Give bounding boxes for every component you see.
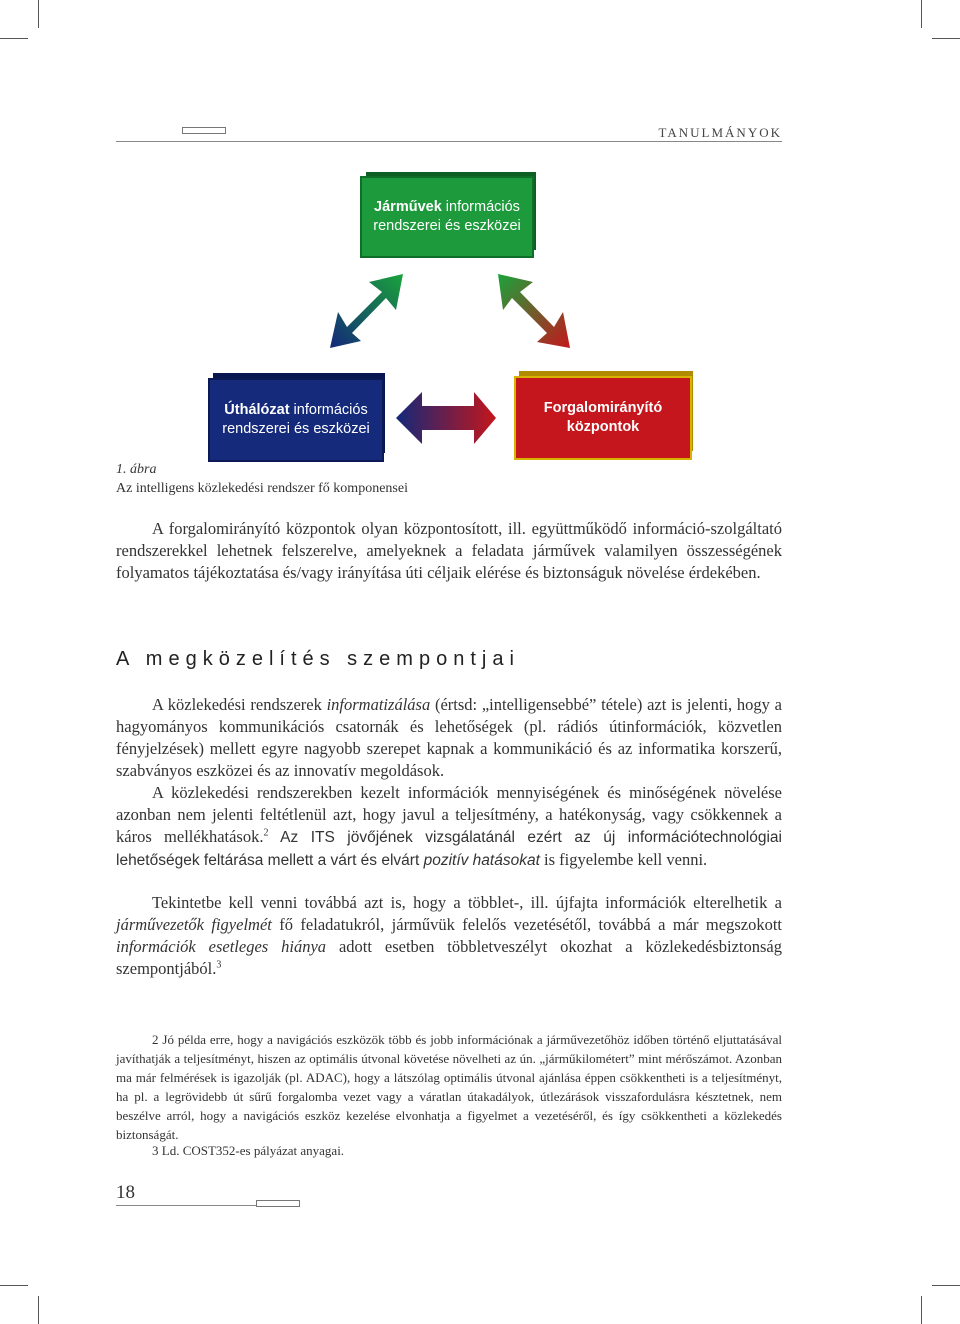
paragraph-4-em2: információk esetleges hiánya bbox=[116, 937, 327, 956]
figure-number: 1. ábra bbox=[116, 462, 157, 477]
section-title: A megközelítés szempontjai bbox=[116, 648, 520, 670]
paragraph-4 bbox=[116, 892, 782, 980]
crop-mark bbox=[932, 1285, 960, 1286]
paragraph-2 bbox=[116, 694, 782, 782]
header-tab bbox=[182, 127, 226, 134]
crop-mark bbox=[0, 1285, 28, 1286]
footer-tab bbox=[256, 1200, 300, 1207]
vehicles-box-bold: Járművek bbox=[374, 199, 442, 215]
paragraph-2-em: informatizálása bbox=[326, 695, 431, 714]
paragraph-3-a: A közlekedési rendszerekben kezelt információk mennyiségének és minőségének növelése azonban nem jelenti feltétlenül azt, hogy javul a teljesítmény, a hatékonyság, vagy csökkennek a káros mellékhatások. bbox=[116, 783, 782, 846]
paragraph-3-em: pozitív hatásokat bbox=[423, 852, 540, 869]
footnote-ref-2: 2 bbox=[263, 827, 269, 839]
footnote-ref-3: 3 bbox=[216, 959, 222, 971]
footnote-2 bbox=[116, 1030, 782, 1144]
paragraph-4-b: fő feladatukról, járművük felelős vezetésétől, továbbá a már megszokott bbox=[271, 915, 782, 934]
crop-mark bbox=[932, 38, 960, 39]
paragraph-4-c: adott esetben többletveszélyt okozhat a közlekedésbiztonság szempontjából. bbox=[116, 937, 782, 978]
paragraph-4-a: Tekintetbe kell venni továbbá azt is, hogy a többlet-, ill. újfajta információk elterelhetik a bbox=[152, 893, 782, 912]
paragraph-3-c: is figyelembe kell venni. bbox=[539, 850, 708, 869]
page-number: 18 bbox=[116, 1182, 135, 1203]
section-label: TANULMÁNYOK bbox=[658, 125, 782, 140]
vehicles-box-line2: rendszerei és eszközei bbox=[373, 218, 521, 234]
crop-mark bbox=[0, 38, 28, 39]
paragraph-1 bbox=[116, 518, 782, 584]
green-red-arrow bbox=[498, 274, 570, 348]
paragraph-4-em1: járművezetők figyelmét bbox=[116, 915, 272, 934]
road-network-box-line2: rendszerei és eszközei bbox=[222, 421, 370, 437]
crop-mark bbox=[921, 0, 922, 28]
crop-mark bbox=[38, 1296, 39, 1324]
paragraph-2-a: A közlekedési rendszerek bbox=[152, 695, 327, 714]
header-rule bbox=[116, 141, 782, 142]
footnote-3 bbox=[116, 1141, 782, 1160]
road-network-box-bold: Úthálózat bbox=[224, 402, 290, 418]
blue-red-arrow bbox=[396, 392, 496, 444]
paragraph-3 bbox=[116, 782, 782, 872]
vehicles-box-line1: információs bbox=[441, 199, 520, 215]
blue-green-arrow bbox=[330, 274, 403, 348]
figure-caption: Az intelligens közlekedési rendszer fő komponensei bbox=[116, 481, 408, 496]
footnote-2-text: 2 Jó példa erre, hogy a navigációs eszközök több és jobb információnak a járművezetőhöz időben történő eljuttatásával javíthatják a teljesítményt, hiszen az optimális útvonal követése növelheti az ún. „járműkilométert” mint mérőszámot. Azonban ma már felmérések is igazolják (pl. ADAC), hogy a látszólag optimális útvonal ajánlása éppen csökkentheti is a teljesítményt, ha pl. a legrövidebb út sűrű forgalomba vezet vagy a váratlan útakadályok, útlezárások visszafordulásra késztetnek, nem beszélve arról, hogy a navigációs eszköz kezelése elvonhatja a figyelmet a vezetéséről, és így csökkentheti a közlekedés biztonságát. bbox=[116, 1032, 782, 1142]
crop-mark bbox=[38, 0, 39, 28]
paragraph-1-text: A forgalomirányító központok olyan központosított, ill. együttműködő információ-szolgáltató rendszerekkel lehetnek felszerelve, amelyeknek a feladata járművek valamilyen összességének folyamatos tájékoztatása és/vagy irányítása úti céljaik elérése és biztonságuk növelése érdekében. bbox=[116, 519, 782, 582]
footnote-3-text: 3 Ld. COST352-es pályázat anyagai. bbox=[152, 1143, 345, 1158]
traffic-control-box-line1: Forgalomirányító bbox=[543, 400, 663, 416]
vehicles-box bbox=[360, 176, 534, 258]
crop-mark bbox=[921, 1296, 922, 1324]
paragraph-2-b: (értsd: „intelligensebbé” tétele) azt is jelenti, hogy a hagyományos kommunikációs csatornák és lehetőségek (pl. rádiós útinformációk, közvetlen fényjelzések) mellett egyre nagyobb szerepet kapnak a kommunikáció és az informatika korszerű, szabványos eszközei és az innovatív megoldások. bbox=[116, 695, 783, 780]
road-network-box-line1: információs bbox=[289, 402, 368, 418]
paragraph-3-b: Az ITS jövőjének vizsgálatánál ezért az új információtechnológiai lehetőségek feltárása mellett a várt és elvárt bbox=[116, 829, 782, 869]
traffic-control-box-line2: központok bbox=[566, 419, 640, 435]
diagram-arrows bbox=[300, 260, 600, 460]
